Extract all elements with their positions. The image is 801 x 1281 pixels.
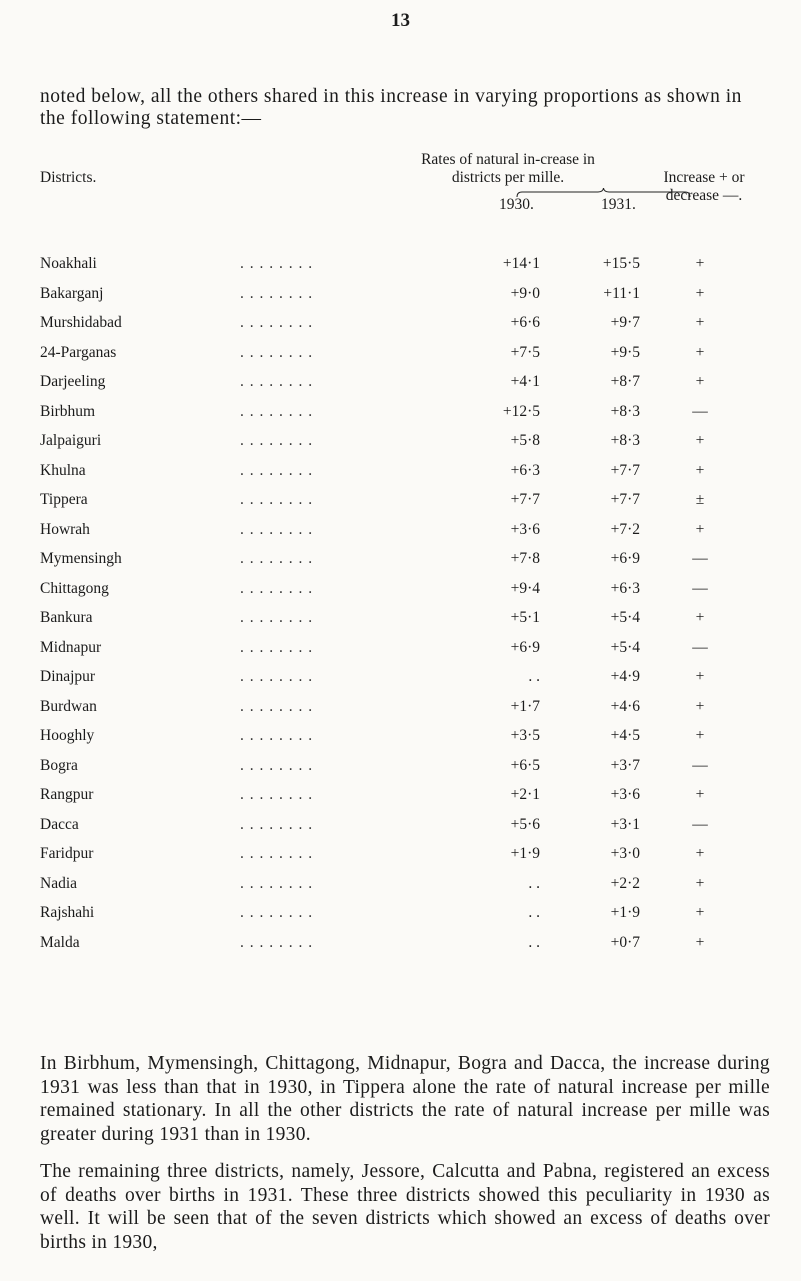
table-row: [0, 698, 801, 728]
paragraph-2-text: The remaining three districts, namely, Jessore, Calcutta and Pabna, registered an excess of deaths over births in 1931. These three districts showed this peculiarity in 1930 as well. It will be seen that of the seven districts which showed an excess of deaths over births in 1930,: [40, 1161, 770, 1253]
district-name: Hooghly: [40, 727, 95, 744]
district-name: Nadia: [40, 874, 78, 892]
change-sign: +: [695, 845, 705, 862]
change-sign: +: [695, 609, 705, 626]
rate-1930-value: . .: [528, 933, 540, 951]
change-sign: —: [692, 402, 708, 420]
district-name: Dacca: [40, 815, 79, 833]
district-name: Khulna: [40, 461, 86, 479]
leader-dots: . . . . . . . .: [240, 461, 314, 479]
district-name: Howrah: [40, 520, 90, 538]
change-sign: +: [695, 697, 705, 715]
rate-1930-value: +6·6: [510, 314, 540, 331]
paragraph-1-text: In Birbhum, Mymensingh, Chittagong, Midnapur, Bogra and Dacca, the increase during 1931 was less than that in 1930, in Tippera alone the rate of natural increase per mille remained stationary. In all the other districts the rate of natural increase per mille was greater during 1931 than in 1930.: [40, 1053, 770, 1145]
change-sign: +: [695, 255, 705, 272]
rate-1930-value: . .: [528, 904, 540, 921]
rate-1930-value: . .: [528, 668, 540, 685]
district-name: Chittagong: [40, 579, 109, 597]
table-row: [0, 609, 801, 639]
district-name: 24-Parganas: [40, 343, 117, 361]
year-header-1931: 1931.: [601, 196, 636, 213]
rate-1931-value: +2·2: [610, 874, 640, 892]
change-sign: +: [695, 432, 705, 449]
table-row: [0, 285, 801, 315]
rate-1930-value: +7·8: [510, 550, 540, 567]
change-sign: +: [695, 284, 705, 302]
leader-dots: . . . . . . . .: [240, 491, 314, 508]
leader-dots: . . . . . . . .: [240, 933, 314, 951]
leader-dots: . . . . . . . .: [240, 579, 314, 597]
rate-1930-value: +5·1: [510, 609, 540, 626]
rate-1930-value: +9·4: [510, 579, 540, 597]
district-name: Jalpaiguri: [40, 432, 102, 449]
rate-1931-value: +0·7: [610, 933, 640, 951]
change-sign: +: [695, 786, 705, 803]
district-name: Murshidabad: [40, 314, 122, 331]
change-sign: +: [695, 668, 705, 685]
rate-1931-value: +6·3: [610, 579, 640, 597]
leader-dots: . . . . . . . .: [240, 668, 314, 685]
rate-1930-value: +5·8: [510, 432, 540, 449]
leader-dots: . . . . . . . .: [240, 727, 314, 744]
table-row: [0, 875, 801, 905]
change-sign: —: [692, 815, 708, 833]
change-sign: —: [692, 756, 708, 774]
table-row: [0, 639, 801, 669]
leader-dots: . . . . . . . .: [240, 314, 314, 331]
table-row: [0, 403, 801, 433]
district-name: Faridpur: [40, 845, 94, 862]
intro-text: noted below, all the others shared in this increase in varying proportions as shown in the following statement:—: [40, 86, 742, 129]
table-row: [0, 344, 801, 374]
change-sign: +: [695, 314, 705, 331]
district-name: Mymensingh: [40, 550, 122, 567]
table-row: [0, 757, 801, 787]
rate-1931-value: +7·2: [610, 520, 640, 538]
leader-dots: . . . . . . . .: [240, 815, 314, 833]
rate-1931-value: +4·5: [610, 727, 640, 744]
rate-1930-value: +3·5: [510, 727, 540, 744]
table-row: [0, 462, 801, 492]
district-name: Burdwan: [40, 697, 97, 715]
table-row: [0, 580, 801, 610]
leader-dots: . . . . . . . .: [240, 786, 314, 803]
district-name: Rajshahi: [40, 904, 95, 921]
intro-paragraph: [40, 86, 770, 130]
year-header-1930: 1930.: [499, 196, 534, 213]
leader-dots: . . . . . . . .: [240, 550, 314, 567]
leader-dots: . . . . . . . .: [240, 609, 314, 626]
district-name: Tippera: [40, 491, 88, 508]
column-header-rates: Rates of natural in-crease in districts per mille.: [421, 151, 595, 186]
rate-1931-value: +8·7: [610, 373, 640, 390]
rate-1930-value: +6·3: [510, 461, 540, 479]
change-sign: +: [695, 727, 705, 744]
leader-dots: . . . . . . . .: [240, 402, 314, 420]
leader-dots: . . . . . . . .: [240, 638, 314, 656]
district-name: Noakhali: [40, 255, 97, 272]
leader-dots: . . . . . . . .: [240, 255, 314, 272]
rate-1930-value: +1·9: [510, 845, 540, 862]
rate-1931-value: +15·5: [602, 255, 640, 272]
paragraph-2: [40, 1160, 770, 1254]
table-row: [0, 255, 801, 285]
rate-1931-value: +7·7: [610, 491, 640, 508]
rate-1931-value: +3·7: [610, 756, 640, 774]
rate-1931-value: +3·6: [610, 786, 640, 803]
change-sign: —: [692, 579, 708, 597]
rate-1930-value: +12·5: [502, 402, 540, 420]
table-row: [0, 668, 801, 698]
change-sign: —: [692, 638, 708, 656]
rate-1930-value: +14·1: [502, 255, 540, 272]
rate-1931-value: +6·9: [610, 550, 640, 567]
change-sign: +: [695, 520, 705, 538]
rate-1931-value: +8·3: [610, 432, 640, 449]
table-row: [0, 314, 801, 344]
leader-dots: . . . . . . . .: [240, 697, 314, 715]
table-row: [0, 845, 801, 875]
change-sign: +: [695, 373, 705, 390]
district-name: Bakarganj: [40, 284, 104, 302]
rate-1930-value: +2·1: [510, 786, 540, 803]
table-row: [0, 521, 801, 551]
rate-1930-value: +7·7: [510, 491, 540, 508]
rate-1931-value: +9·7: [610, 314, 640, 331]
district-name: Midnapur: [40, 638, 102, 656]
column-header-change: Increase + or decrease —.: [663, 169, 745, 204]
district-name: Malda: [40, 933, 80, 951]
rate-1931-value: +1·9: [610, 904, 640, 921]
rate-1931-value: +9·5: [610, 343, 640, 361]
paragraph-1: [40, 1052, 770, 1146]
rate-1930-value: +6·5: [510, 756, 540, 774]
rate-1930-value: +3·6: [510, 520, 540, 538]
leader-dots: . . . . . . . .: [240, 373, 314, 390]
leader-dots: . . . . . . . .: [240, 343, 314, 361]
leader-dots: . . . . . . . .: [240, 520, 314, 538]
leader-dots: . . . . . . . .: [240, 904, 314, 921]
rate-1931-value: +3·0: [610, 845, 640, 862]
district-name: Darjeeling: [40, 373, 106, 390]
rate-1931-value: +4·9: [610, 668, 640, 685]
district-name: Dinajpur: [40, 668, 96, 685]
rate-1930-value: +1·7: [510, 697, 540, 715]
district-table: [0, 255, 801, 963]
table-row: [0, 786, 801, 816]
rate-1930-value: . .: [528, 874, 540, 892]
rate-1931-value: +3·1: [610, 815, 640, 833]
rate-1930-value: +5·6: [510, 815, 540, 833]
rate-1931-value: +5·4: [610, 638, 640, 656]
rate-1931-value: +8·3: [610, 402, 640, 420]
table-row: [0, 934, 801, 964]
rate-1931-value: +4·6: [610, 697, 640, 715]
leader-dots: . . . . . . . .: [240, 756, 314, 774]
table-row: [0, 373, 801, 403]
change-sign: +: [695, 874, 705, 892]
rate-1930-value: +7·5: [510, 343, 540, 361]
rate-1931-value: +5·4: [610, 609, 640, 626]
rate-1931-value: +7·7: [610, 461, 640, 479]
change-sign: +: [695, 933, 705, 951]
leader-dots: . . . . . . . .: [240, 845, 314, 862]
change-sign: —: [692, 550, 708, 567]
change-sign: +: [695, 904, 705, 921]
table-row: [0, 432, 801, 462]
district-name: Birbhum: [40, 402, 96, 420]
table-row: [0, 904, 801, 934]
district-name: Bankura: [40, 609, 93, 626]
column-header-districts: Districts.: [40, 169, 97, 186]
table-row: [0, 491, 801, 521]
change-sign: +: [695, 461, 705, 479]
table-row: [0, 816, 801, 846]
rate-1930-value: +6·9: [510, 638, 540, 656]
district-name: Bogra: [40, 756, 78, 774]
rate-1930-value: +4·1: [510, 373, 540, 390]
table-row: [0, 727, 801, 757]
rate-1931-value: +11·1: [603, 284, 640, 302]
change-sign: +: [695, 343, 705, 361]
leader-dots: . . . . . . . .: [240, 284, 314, 302]
page-number: 13: [391, 10, 410, 31]
rate-1930-value: +9·0: [510, 284, 540, 302]
leader-dots: . . . . . . . .: [240, 874, 314, 892]
leader-dots: . . . . . . . .: [240, 432, 314, 449]
district-name: Rangpur: [40, 786, 94, 803]
table-row: [0, 550, 801, 580]
change-sign: ±: [695, 491, 705, 508]
